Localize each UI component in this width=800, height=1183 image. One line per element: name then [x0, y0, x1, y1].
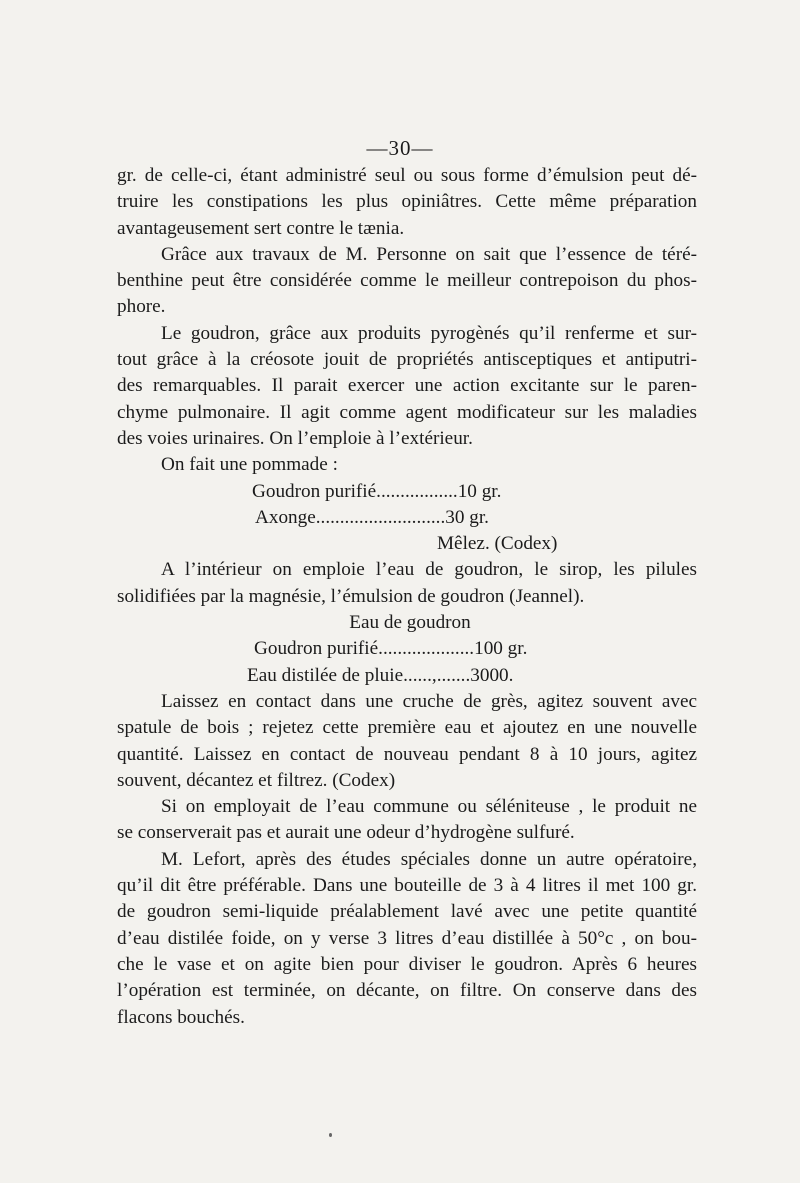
recipe-line: Goudron purifié.................10 gr. — [252, 480, 502, 502]
text-line: spatule de bois ; rejetez cette première eau et ajoutez en une nouvelle — [117, 717, 697, 739]
text-line: solidifiées par la magnésie, l’émulsion de goudron (Jeannel). — [117, 585, 585, 607]
text-line: avantageusement sert contre le tænia. — [117, 217, 405, 239]
body-text — [117, 163, 697, 1031]
ink-speck — [329, 1133, 332, 1137]
text-line: Le goudron, grâce aux produits pyrogènés qu’il renferme et sur- — [161, 322, 697, 344]
text-line: flacons bouchés. — [117, 1006, 245, 1028]
recipe-heading: Eau de goudron — [349, 612, 471, 634]
recipe-line: Goudron purifié....................100 gr. — [254, 638, 528, 660]
text-line: des voies urinaires. On l’emploie à l’extérieur. — [117, 427, 473, 449]
text-line: Laissez en contact dans une cruche de grès, agitez souvent avec — [161, 690, 697, 712]
recipe-note: Mêlez. (Codex) — [437, 533, 558, 555]
text-line: se conserverait pas et aurait une odeur d’hydrogène sulfuré. — [117, 822, 575, 844]
text-line: chyme pulmonaire. Il agit comme agent modificateur sur les maladies — [117, 401, 697, 423]
page-number: —30— — [366, 136, 434, 160]
text-line: des remarquables. Il parait exercer une action excitante sur le paren- — [117, 375, 697, 397]
text-line: benthine peut être considérée comme le meilleur contrepoison du phos- — [117, 270, 697, 292]
text-line: tout grâce à la créosote jouit de propriétés antisceptiques et antiputri- — [117, 349, 697, 371]
text-line: phore. — [117, 296, 166, 318]
text-line: Si on employait de l’eau commune ou séléniteuse , le produit ne — [161, 796, 697, 818]
text-line: d’eau distilée foide, on y verse 3 litres d’eau distillée à 50°c , on bou- — [117, 927, 697, 949]
text-line: M. Lefort, après des études spéciales donne un autre opératoire, — [161, 848, 697, 870]
text-line: On fait une pommade : — [161, 454, 338, 476]
text-line: che le vase et on agite bien pour diviser le goudron. Après 6 heures — [117, 953, 697, 975]
text-line: gr. de celle-ci, étant administré seul ou sous forme d’émulsion peut dé- — [117, 165, 697, 186]
text-line: l’opération est terminée, on décante, on filtre. On conserve dans des — [117, 980, 697, 1002]
text-line: truire les constipations les plus opiniâtres. Cette même préparation — [117, 191, 697, 213]
text-line: Grâce aux travaux de M. Personne on sait que l’essence de téré- — [161, 243, 697, 265]
text-line: A l’intérieur on emploie l’eau de goudron, le sirop, les pilules — [161, 559, 697, 581]
text-line: qu’il dit être préférable. Dans une bouteille de 3 à 4 litres il met 100 gr. — [117, 875, 697, 897]
recipe-line: Eau distilée de pluie......,.......3000. — [247, 664, 514, 686]
recipe-line: Axonge...........................30 gr. — [255, 506, 489, 528]
text-line: de goudron semi-liquide préalablement lavé avec une petite quantité — [117, 901, 697, 923]
text-line: quantité. Laissez en contact de nouveau pendant 8 à 10 jours, agitez — [117, 743, 697, 765]
text-line: souvent, décantez et filtrez. (Codex) — [117, 769, 396, 791]
